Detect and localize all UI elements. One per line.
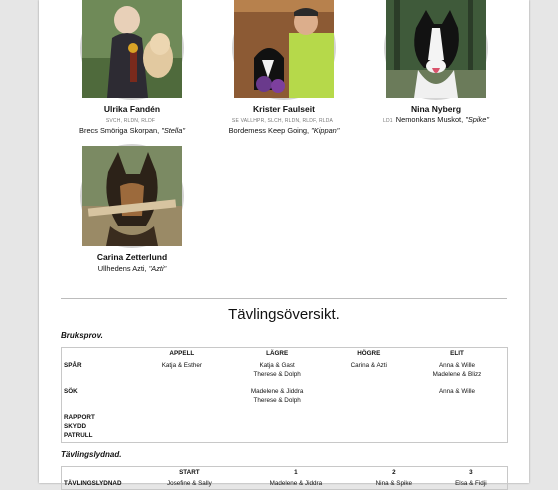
row-label-patrull: PATRULL <box>64 431 93 439</box>
table-cell <box>224 412 331 443</box>
member-photo <box>80 144 184 248</box>
tavlingslydnad-heading: Tävlingslydnad. <box>61 450 122 459</box>
entry: Anna & Wille <box>438 387 476 395</box>
column-header: ELIT <box>450 350 464 357</box>
member-card <box>53 0 211 135</box>
dog-registered-name: Brecs Smöriga Skorpan, <box>79 126 162 135</box>
dog-line <box>205 115 363 124</box>
table-cell <box>140 360 224 386</box>
member-card <box>53 144 211 273</box>
entry: Therese & Dolph <box>253 370 301 378</box>
member-name: Carina Zetterlund <box>96 252 168 262</box>
dog-line <box>53 115 211 124</box>
table-header-row <box>62 348 508 360</box>
dog-line <box>53 264 211 273</box>
table-cell <box>224 360 331 386</box>
row-label: TÄVLINGSLYDNAD <box>64 480 122 487</box>
row-label-rapport: RAPPORT <box>64 413 95 421</box>
bruksprov-heading: Bruksprov. <box>61 331 103 340</box>
dog-nickname: "Stella" <box>161 126 185 135</box>
table-cell <box>140 386 224 412</box>
row-label-skydd: SKYDD <box>64 422 87 430</box>
dog-registered-name: Bordemess Keep Going, <box>228 126 312 135</box>
dog-nickname: "Azti" <box>148 264 167 273</box>
dog-nickname: "Spike" <box>465 115 489 124</box>
dog-titles: SE VALLHPR, SLCH, RLDN, RLDF, RLDA <box>231 118 334 124</box>
divider <box>61 298 507 299</box>
row-label: SÖK <box>64 387 78 395</box>
member-card <box>205 0 363 135</box>
tavlingslydnad-table <box>61 466 508 490</box>
table-cell <box>407 360 508 386</box>
column-header: APPELL <box>169 350 195 357</box>
column-header: 1 <box>294 469 298 476</box>
entry: Anna & Wille <box>438 361 476 369</box>
entry: Katja & Gast <box>259 361 295 369</box>
overview-heading: Tävlingsöversikt. <box>228 306 340 323</box>
table-cell: Josefine & Sally <box>166 480 212 487</box>
table-cell <box>140 412 224 443</box>
table-row <box>62 386 508 412</box>
bruksprov-table <box>61 347 508 443</box>
entry: Therese & Dolph <box>253 396 301 404</box>
table-cell: Madelene & Jiddra <box>269 480 323 487</box>
member-photo <box>232 0 336 100</box>
member-photo <box>80 0 184 100</box>
row-label <box>62 412 141 443</box>
table-cell: Nina & Spike <box>375 480 413 487</box>
column-header: 3 <box>469 469 473 476</box>
column-header: LÄGRE <box>266 350 289 357</box>
row-label-header <box>62 348 141 360</box>
column-header: 2 <box>392 469 396 476</box>
column-header: START <box>179 469 200 476</box>
table-row <box>62 412 508 443</box>
row-label-header <box>62 467 141 479</box>
dog-registered-name: Ullhedens Azti, <box>97 264 149 273</box>
table-header-row <box>62 467 508 479</box>
table-cell <box>224 386 331 412</box>
table-row <box>62 360 508 386</box>
column-header: HÖGRE <box>357 350 381 357</box>
dog-line <box>357 115 515 124</box>
member-name: Nina Nyberg <box>410 104 462 114</box>
dog-titles: SVCH, RLDN, RLDF <box>105 118 156 124</box>
dog-titles: LD1 <box>383 118 393 124</box>
entry: Katja & Esther <box>161 361 202 369</box>
entry: Madelene & Blizz <box>432 370 482 378</box>
document-page <box>39 0 529 487</box>
member-name: Krister Faulseit <box>253 104 315 114</box>
dog-line <box>205 126 363 135</box>
dog-line <box>53 126 211 135</box>
entry: Madelene & Jiddra <box>250 387 304 395</box>
row-label: SPÅR <box>64 361 82 369</box>
member-name: Ulrika Fandén <box>103 104 161 114</box>
table-row <box>62 478 508 490</box>
dog-registered-name: Nemonkans Muskot, <box>395 115 466 124</box>
dog-nickname: "Kippan" <box>311 126 340 135</box>
table-cell <box>331 360 407 386</box>
table-cell <box>407 386 508 412</box>
table-cell <box>407 412 508 443</box>
entry: Carina & Azti <box>350 361 387 369</box>
table-cell <box>331 386 407 412</box>
table-cell: Elsa & Fidji <box>455 480 487 487</box>
member-card <box>357 0 515 124</box>
table-cell <box>331 412 407 443</box>
member-photo <box>384 0 488 100</box>
